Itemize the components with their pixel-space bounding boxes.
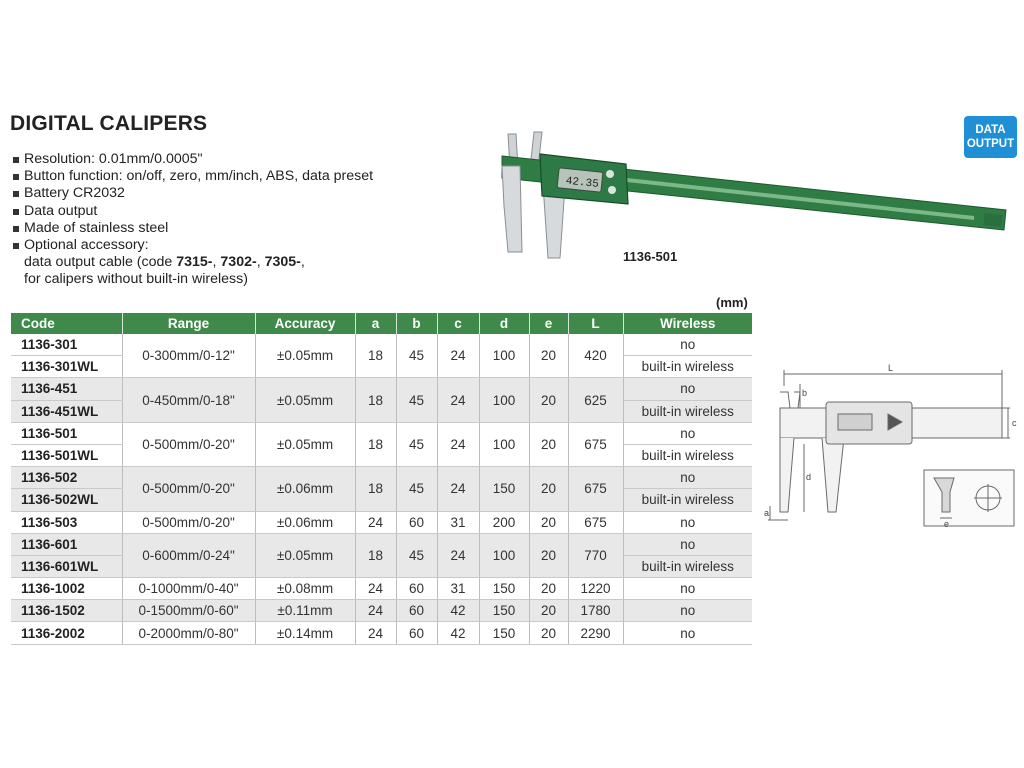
table-cell: no — [623, 622, 752, 644]
feature-list — [12, 151, 373, 289]
table-cell: 18 — [355, 422, 396, 466]
table-cell: built-in wireless — [623, 555, 752, 577]
table-cell: 20 — [529, 533, 568, 577]
table-cell: 60 — [396, 511, 437, 533]
table-row — [11, 600, 752, 622]
badge-line: DATA — [975, 124, 1006, 136]
feature-item: Resolution: 0.01mm/0.0005" — [12, 151, 373, 168]
column-header: c — [437, 313, 479, 334]
table-cell: 31 — [437, 578, 479, 600]
model-label: 1136-501 — [623, 249, 678, 264]
table-cell: 0-500mm/0-20" — [122, 467, 255, 511]
table-cell: 1136-502WL — [11, 489, 122, 511]
table-cell: 60 — [396, 622, 437, 644]
table-cell: 20 — [529, 467, 568, 511]
caliper-dimension-drawing-icon — [764, 362, 1020, 532]
table-row — [11, 467, 752, 489]
table-cell: 150 — [479, 578, 529, 600]
table-cell: 45 — [396, 334, 437, 378]
table-cell: ±0.05mm — [255, 378, 355, 422]
column-header: Accuracy — [255, 313, 355, 334]
table-cell: 0-1500mm/0-60" — [122, 600, 255, 622]
accessory-detail-line: for calipers without built-in wireless) — [24, 271, 248, 288]
display-reading: 42.35 — [565, 175, 600, 191]
table-cell: 45 — [396, 533, 437, 577]
table-cell: 1136-451WL — [11, 400, 122, 422]
table-cell: ±0.05mm — [255, 422, 355, 466]
table-cell: 18 — [355, 378, 396, 422]
table-cell: no — [623, 578, 752, 600]
table-cell: built-in wireless — [623, 489, 752, 511]
dim-label-b: b — [802, 388, 808, 398]
table-row — [11, 422, 752, 444]
table-cell: no — [623, 378, 752, 400]
accessory-prefix: data output cable (code — [24, 254, 177, 271]
page-title: DIGITAL CALIPERS — [10, 112, 208, 135]
table-row — [11, 511, 752, 533]
table-cell: 45 — [396, 467, 437, 511]
table-cell: 1136-1502 — [11, 600, 122, 622]
table-cell: 1136-502 — [11, 467, 122, 489]
table-cell: no — [623, 533, 752, 555]
table-cell: 60 — [396, 578, 437, 600]
accessory-code: 7305- — [264, 254, 301, 271]
table-cell: 24 — [355, 600, 396, 622]
separator: , — [300, 254, 305, 271]
table-cell: 0-450mm/0-18" — [122, 378, 255, 422]
table-cell: 150 — [479, 600, 529, 622]
column-header: L — [568, 313, 623, 334]
table-cell: 24 — [355, 578, 396, 600]
table-cell: ±0.08mm — [255, 578, 355, 600]
table-cell: 200 — [479, 511, 529, 533]
table-cell: 1136-601WL — [11, 555, 122, 577]
table-cell: 45 — [396, 378, 437, 422]
table-cell: 24 — [355, 511, 396, 533]
table-cell: 625 — [568, 378, 623, 422]
dim-label-a: a — [764, 508, 770, 518]
table-cell: 18 — [355, 467, 396, 511]
feature-item: Battery CR2032 — [12, 185, 373, 202]
table-cell: 1136-301 — [11, 334, 122, 356]
table-cell: built-in wireless — [623, 444, 752, 466]
table-cell: 20 — [529, 578, 568, 600]
table-row — [11, 578, 752, 600]
table-cell: 100 — [479, 422, 529, 466]
table-cell: no — [623, 334, 752, 356]
table-cell: ±0.11mm — [255, 600, 355, 622]
table-cell: ±0.05mm — [255, 334, 355, 378]
table-cell: 0-2000mm/0-80" — [122, 622, 255, 644]
dim-label-d: d — [806, 472, 812, 482]
table-cell: 150 — [479, 467, 529, 511]
table-cell: 1136-503 — [11, 511, 122, 533]
table-cell: 20 — [529, 378, 568, 422]
table-cell: ±0.06mm — [255, 467, 355, 511]
column-header: d — [479, 313, 529, 334]
feature-item: Optional accessory: — [12, 237, 373, 254]
table-cell: 0-500mm/0-20" — [122, 511, 255, 533]
column-header: a — [355, 313, 396, 334]
table-cell: 0-600mm/0-24" — [122, 533, 255, 577]
table-cell: 20 — [529, 622, 568, 644]
table-row — [11, 334, 752, 356]
table-row — [11, 378, 752, 400]
table-cell: 0-300mm/0-12" — [122, 334, 255, 378]
table-cell: 1136-1002 — [11, 578, 122, 600]
table-cell: 675 — [568, 467, 623, 511]
table-cell: 42 — [437, 600, 479, 622]
table-cell: 42 — [437, 622, 479, 644]
feature-item: Made of stainless steel — [12, 220, 373, 237]
table-cell: ±0.14mm — [255, 622, 355, 644]
table-cell: 24 — [437, 467, 479, 511]
table-cell: 24 — [355, 622, 396, 644]
table-row — [11, 622, 752, 644]
table-cell: 18 — [355, 533, 396, 577]
table-cell: 675 — [568, 422, 623, 466]
table-cell: ±0.05mm — [255, 533, 355, 577]
table-cell: 20 — [529, 334, 568, 378]
table-cell: 150 — [479, 622, 529, 644]
table-cell: 0-1000mm/0-40" — [122, 578, 255, 600]
table-cell: 1136-2002 — [11, 622, 122, 644]
column-header: b — [396, 313, 437, 334]
feature-item: Button function: on/off, zero, mm/inch, ABS, data preset — [12, 168, 373, 185]
accessory-detail-line — [12, 254, 373, 271]
table-row — [11, 533, 752, 555]
unit-label: (mm) — [716, 295, 748, 310]
caliper-photo-icon — [494, 126, 1014, 266]
table-cell: 100 — [479, 334, 529, 378]
dim-label-L: L — [888, 363, 894, 373]
badge-line: OUTPUT — [966, 138, 1015, 150]
table-cell: 675 — [568, 511, 623, 533]
spec-table — [11, 313, 752, 645]
table-cell: 420 — [568, 334, 623, 378]
table-cell: 1136-301WL — [11, 356, 122, 378]
column-header: Range — [122, 313, 255, 334]
table-cell: 24 — [437, 334, 479, 378]
table-cell: 24 — [437, 378, 479, 422]
table-cell: 31 — [437, 511, 479, 533]
table-cell: 1220 — [568, 578, 623, 600]
separator: , — [256, 254, 265, 271]
table-cell: 45 — [396, 422, 437, 466]
table-cell: 1136-601 — [11, 533, 122, 555]
separator: , — [212, 254, 221, 271]
column-header: e — [529, 313, 568, 334]
table-cell: 100 — [479, 533, 529, 577]
dim-label-e: e — [944, 519, 950, 529]
table-cell: 20 — [529, 600, 568, 622]
feature-item: Data output — [12, 203, 373, 220]
dim-label-c: c — [1012, 418, 1017, 428]
table-cell: 2290 — [568, 622, 623, 644]
table-cell: 770 — [568, 533, 623, 577]
table-cell: 20 — [529, 422, 568, 466]
table-body — [11, 334, 752, 644]
table-cell: no — [623, 600, 752, 622]
table-cell: built-in wireless — [623, 400, 752, 422]
table-cell: 24 — [437, 422, 479, 466]
column-header: Code — [11, 313, 122, 334]
table-cell: 1136-501 — [11, 422, 122, 444]
table-cell: 18 — [355, 334, 396, 378]
table-header-row — [11, 313, 752, 334]
column-header: Wireless — [623, 313, 752, 334]
table-cell: no — [623, 422, 752, 444]
table-cell: 1136-451 — [11, 378, 122, 400]
table-cell: no — [623, 467, 752, 489]
table-cell: 60 — [396, 600, 437, 622]
table-cell: 20 — [529, 511, 568, 533]
accessory-code: 7302- — [220, 254, 257, 271]
table-cell: 0-500mm/0-20" — [122, 422, 255, 466]
table-cell: 1780 — [568, 600, 623, 622]
table-cell: ±0.06mm — [255, 511, 355, 533]
table-cell: 24 — [437, 533, 479, 577]
table-cell: no — [623, 511, 752, 533]
table-cell: built-in wireless — [623, 356, 752, 378]
table-cell: 1136-501WL — [11, 444, 122, 466]
accessory-code: 7315- — [176, 254, 213, 271]
table-cell: 100 — [479, 378, 529, 422]
